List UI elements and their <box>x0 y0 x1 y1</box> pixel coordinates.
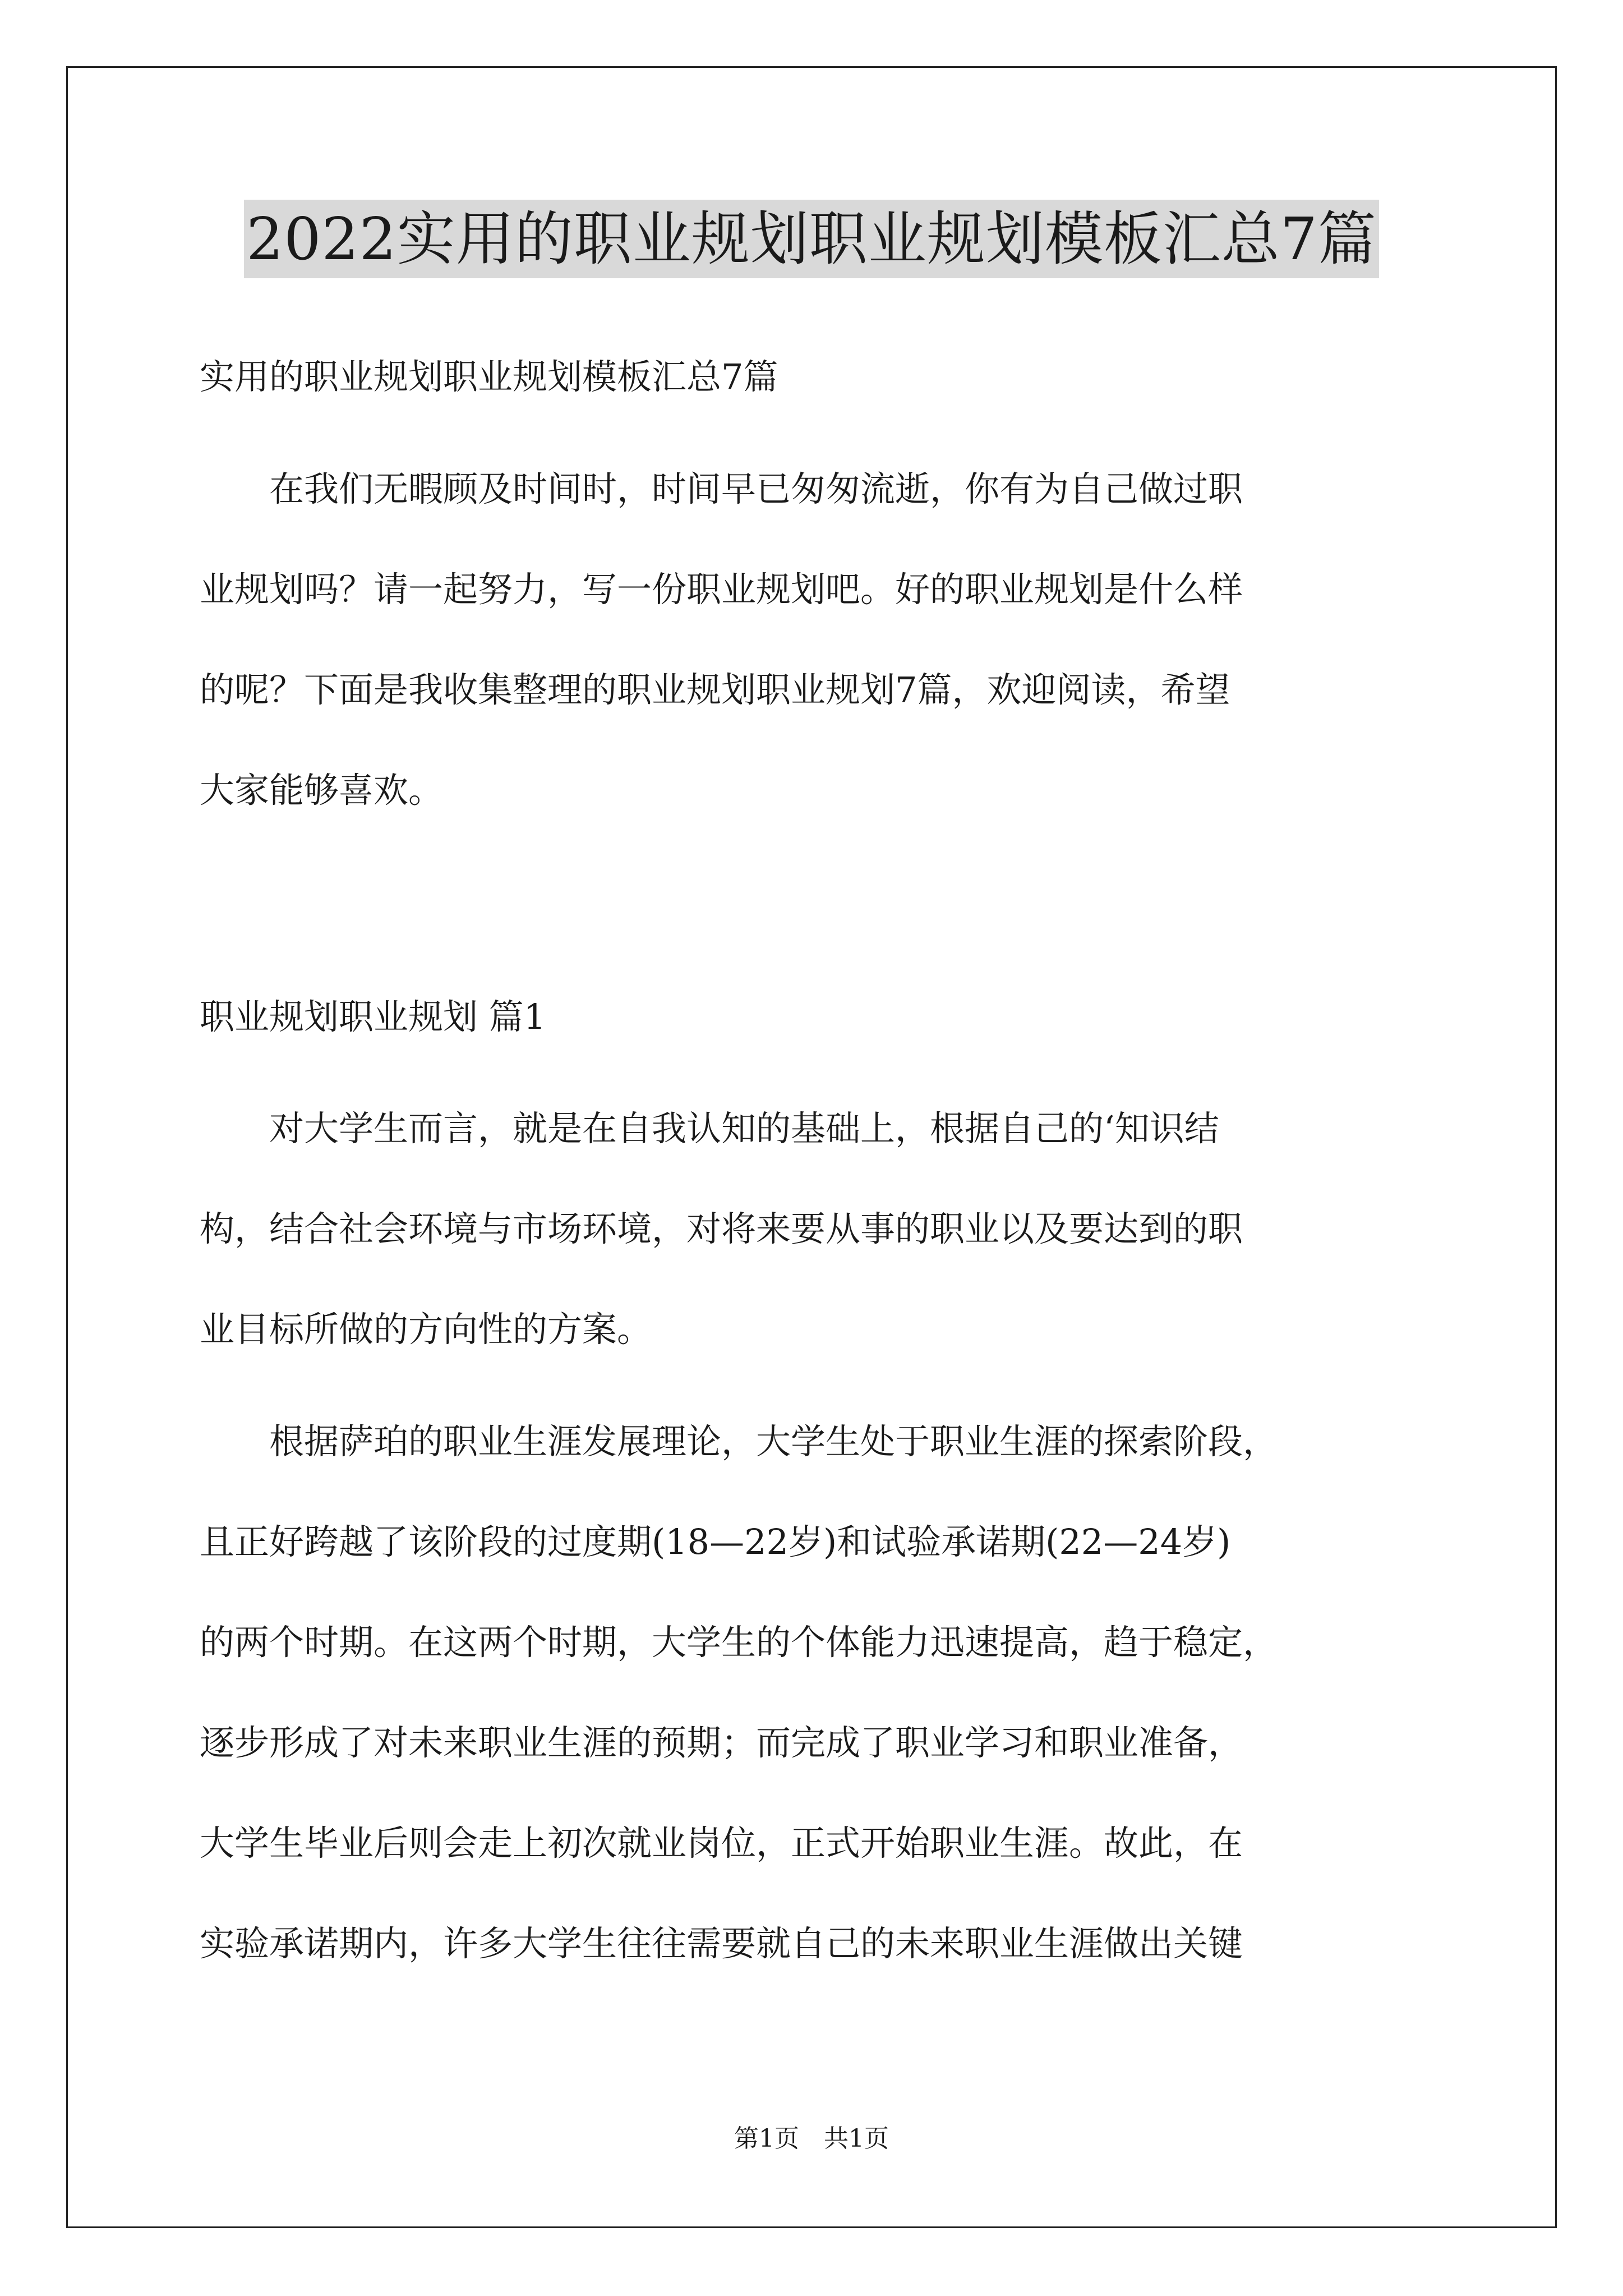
paragraph-line: 对大学生而言，就是在自我认知的基础上，根据自己的‘知识结 <box>200 1108 1219 1149</box>
section-heading: 职业规划职业规划 篇1 <box>200 996 546 1037</box>
paragraph-line: 构，结合社会环境与市场环境，对将来要从事的职业以及要达到的职 <box>200 1208 1243 1249</box>
paragraph-line: 大学生毕业后则会走上初次就业岗位，正式开始职业生涯。故此，在 <box>200 1823 1243 1864</box>
paragraph-line: 的两个时期。在这两个时期，大学生的个体能力迅速提高，趋于稳定， <box>200 1622 1278 1663</box>
paragraph-line: 的呢？下面是我收集整理的职业规划职业规划7篇，欢迎阅读，希望 <box>200 669 1230 710</box>
subtitle-line: 实用的职业规划职业规划模板汇总7篇 <box>200 356 778 397</box>
paragraph-line: 大家能够喜欢。 <box>200 770 444 811</box>
paragraph-line: 在我们无暇顾及时间时，时间早已匆匆流逝，你有为自己做过职 <box>200 468 1243 509</box>
paragraph-line: 逐步形成了对未来职业生涯的预期；而完成了职业学习和职业准备， <box>200 1722 1243 1763</box>
paragraph-line: 业目标所做的方向性的方案。 <box>200 1309 652 1350</box>
paragraph-line: 实验承诺期内，许多大学生往往需要就自己的未来职业生涯做出关键 <box>200 1923 1243 1964</box>
page-footer: 第1页 共1页 <box>734 2124 889 2153</box>
title-container <box>0 200 1623 278</box>
paragraph-line: 且正好跨越了该阶段的过度期(18—22岁)和试验承诺期(22—24岁) <box>200 1521 1231 1562</box>
document-title: 2022实用的职业规划职业规划模板汇总7篇 <box>244 200 1379 278</box>
paragraph-line: 根据萨珀的职业生涯发展理论，大学生处于职业生涯的探索阶段， <box>200 1421 1278 1462</box>
paragraph-line: 业规划吗？请一起努力，写一份职业规划吧。好的职业规划是什么样 <box>200 569 1243 610</box>
